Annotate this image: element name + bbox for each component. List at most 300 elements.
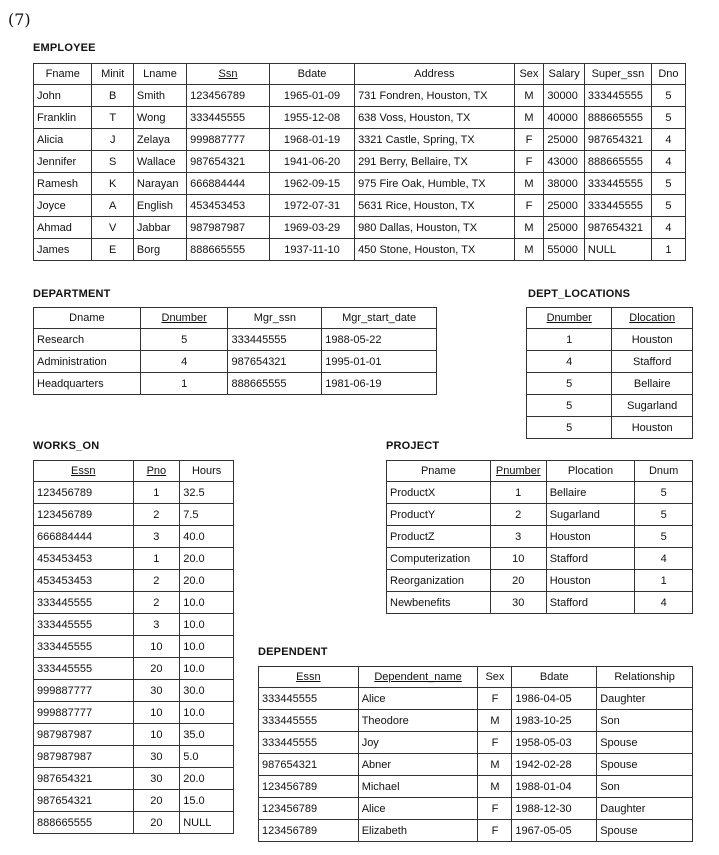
works-on-column-header: Hours xyxy=(180,461,234,482)
employee-cell: 1962-09-15 xyxy=(270,173,355,195)
dependent-cell: Alice xyxy=(358,798,478,820)
employee-cell: M xyxy=(514,217,544,239)
project-cell: Stafford xyxy=(546,592,635,614)
employee-cell: James xyxy=(34,239,92,261)
dependent-cell: Son xyxy=(597,776,693,798)
department-cell: 4 xyxy=(140,351,228,373)
employee-cell: 1969-03-29 xyxy=(270,217,355,239)
dept-locations-cell: Stafford xyxy=(612,351,693,373)
works-on-cell: 30 xyxy=(133,746,180,768)
table-row xyxy=(527,395,693,417)
department-cell: 1981-06-19 xyxy=(322,373,437,395)
dept-locations-cell: 5 xyxy=(527,417,612,439)
works-on-cell: 20 xyxy=(133,658,180,680)
employee-cell: Smith xyxy=(133,85,186,107)
table-row xyxy=(34,658,234,680)
employee-cell: 25000 xyxy=(544,217,585,239)
dependent-column-header: Relationship xyxy=(597,667,693,688)
department-column-header: Dname xyxy=(34,308,141,329)
employee-column-header: Fname xyxy=(34,64,92,85)
employee-cell: 5 xyxy=(651,107,685,129)
department-header-row xyxy=(34,308,437,329)
project-title: PROJECT xyxy=(386,440,440,452)
table-row xyxy=(34,702,234,724)
works-on-cell: 10.0 xyxy=(180,658,234,680)
table-row xyxy=(387,570,693,592)
table-row xyxy=(259,798,693,820)
dept-locations-cell: Bellaire xyxy=(612,373,693,395)
project-cell: Houston xyxy=(546,570,635,592)
works-on-cell: 30 xyxy=(133,680,180,702)
employee-cell: NULL xyxy=(584,239,651,261)
employee-cell: 25000 xyxy=(544,195,585,217)
employee-cell: English xyxy=(133,195,186,217)
dependent-cell: 123456789 xyxy=(259,820,359,842)
project-cell: 5 xyxy=(635,504,693,526)
works-on-cell: 2 xyxy=(133,504,180,526)
table-row xyxy=(34,351,437,373)
employee-cell: 1972-07-31 xyxy=(270,195,355,217)
employee-column-header: Bdate xyxy=(270,64,355,85)
works-on-cell: 10.0 xyxy=(180,702,234,724)
dependent-cell: F xyxy=(478,798,512,820)
employee-cell: 888665555 xyxy=(187,239,270,261)
employee-cell: F xyxy=(514,151,544,173)
employee-cell: 5 xyxy=(651,195,685,217)
table-row xyxy=(387,526,693,548)
employee-cell: 40000 xyxy=(544,107,585,129)
employee-column-header: Salary xyxy=(544,64,585,85)
figure-label: (7) xyxy=(8,10,31,29)
employee-cell: F xyxy=(514,129,544,151)
works-on-cell: 453453453 xyxy=(34,548,134,570)
dependent-cell: M xyxy=(478,754,512,776)
department-cell: 1995-01-01 xyxy=(322,351,437,373)
employee-cell: Franklin xyxy=(34,107,92,129)
department-cell: Administration xyxy=(34,351,141,373)
works-on-cell: 10.0 xyxy=(180,636,234,658)
employee-cell: 4 xyxy=(651,217,685,239)
table-row xyxy=(34,768,234,790)
works-on-cell: NULL xyxy=(180,812,234,834)
employee-cell: Wallace xyxy=(133,151,186,173)
works-on-cell: 987654321 xyxy=(34,768,134,790)
employee-cell: 5631 Rice, Houston, TX xyxy=(355,195,514,217)
dependent-cell: 987654321 xyxy=(259,754,359,776)
dependent-cell: 1983-10-25 xyxy=(512,710,597,732)
project-header-row xyxy=(387,461,693,482)
dependent-column-header: Essn xyxy=(259,667,359,688)
works-on-cell: 2 xyxy=(133,570,180,592)
employee-cell: Borg xyxy=(133,239,186,261)
dept-locations-cell: 5 xyxy=(527,395,612,417)
employee-cell: 1955-12-08 xyxy=(270,107,355,129)
table-row xyxy=(259,776,693,798)
employee-cell: E xyxy=(92,239,133,261)
employee-cell: 123456789 xyxy=(187,85,270,107)
project-cell: ProductZ xyxy=(387,526,491,548)
dependent-table xyxy=(258,666,693,842)
project-cell: ProductX xyxy=(387,482,491,504)
employee-cell: 5 xyxy=(651,173,685,195)
works-on-cell: 123456789 xyxy=(34,482,134,504)
dept-locations-cell: 5 xyxy=(527,373,612,395)
employee-cell: 333445555 xyxy=(584,195,651,217)
works-on-cell: 10 xyxy=(133,636,180,658)
table-row xyxy=(34,636,234,658)
works-on-cell: 10.0 xyxy=(180,592,234,614)
dept-locations-column-header: Dnumber xyxy=(527,308,612,329)
employee-column-header: Ssn xyxy=(187,64,270,85)
works-on-cell: 10 xyxy=(133,724,180,746)
employee-cell: Joyce xyxy=(34,195,92,217)
table-row xyxy=(34,129,686,151)
project-cell: 1 xyxy=(490,482,546,504)
department-column-header: Mgr_ssn xyxy=(228,308,322,329)
table-row xyxy=(34,217,686,239)
dependent-cell: Michael xyxy=(358,776,478,798)
employee-cell: B xyxy=(92,85,133,107)
department-cell: 1988-05-22 xyxy=(322,329,437,351)
employee-table xyxy=(33,63,686,261)
project-cell: 4 xyxy=(635,592,693,614)
employee-column-header: Address xyxy=(355,64,514,85)
works-on-cell: 3 xyxy=(133,614,180,636)
dependent-cell: Theodore xyxy=(358,710,478,732)
employee-cell: F xyxy=(514,195,544,217)
project-column-header: Pname xyxy=(387,461,491,482)
works-on-cell: 987654321 xyxy=(34,790,134,812)
dependent-cell: Spouse xyxy=(597,732,693,754)
dependent-cell: Abner xyxy=(358,754,478,776)
works-on-cell: 20 xyxy=(133,790,180,812)
employee-column-header: Dno xyxy=(651,64,685,85)
table-row xyxy=(259,754,693,776)
employee-cell: 25000 xyxy=(544,129,585,151)
dept-locations-column-header: Dlocation xyxy=(612,308,693,329)
table-row xyxy=(259,710,693,732)
works-on-cell: 20.0 xyxy=(180,548,234,570)
dependent-column-header: Bdate xyxy=(512,667,597,688)
works-on-cell: 999887777 xyxy=(34,680,134,702)
table-row xyxy=(34,107,686,129)
works-on-cell: 10.0 xyxy=(180,614,234,636)
dependent-cell: Daughter xyxy=(597,688,693,710)
employee-title: EMPLOYEE xyxy=(33,42,96,54)
employee-cell: 1937-11-10 xyxy=(270,239,355,261)
table-row xyxy=(387,482,693,504)
dependent-cell: Daughter xyxy=(597,798,693,820)
department-cell: 1 xyxy=(140,373,228,395)
employee-cell: 1941-06-20 xyxy=(270,151,355,173)
works-on-column-header: Essn xyxy=(34,461,134,482)
employee-cell: 3321 Castle, Spring, TX xyxy=(355,129,514,151)
table-row xyxy=(34,526,234,548)
project-cell: 10 xyxy=(490,548,546,570)
works-on-cell: 333445555 xyxy=(34,592,134,614)
project-cell: Reorganization xyxy=(387,570,491,592)
works-on-cell: 2 xyxy=(133,592,180,614)
dept-locations-cell: Houston xyxy=(612,329,693,351)
employee-cell: J xyxy=(92,129,133,151)
project-cell: 3 xyxy=(490,526,546,548)
works-on-title: WORKS_ON xyxy=(33,440,100,452)
table-row xyxy=(34,592,234,614)
works-on-cell: 987987987 xyxy=(34,746,134,768)
works-on-column-header: Pno xyxy=(133,461,180,482)
project-cell: 30 xyxy=(490,592,546,614)
department-cell: 333445555 xyxy=(228,329,322,351)
project-cell: 20 xyxy=(490,570,546,592)
employee-cell: 30000 xyxy=(544,85,585,107)
table-row xyxy=(527,417,693,439)
employee-cell: Zelaya xyxy=(133,129,186,151)
table-row xyxy=(527,329,693,351)
dept-locations-cell: Sugarland xyxy=(612,395,693,417)
dependent-cell: 123456789 xyxy=(259,798,359,820)
employee-cell: Ramesh xyxy=(34,173,92,195)
dependent-cell: 333445555 xyxy=(259,688,359,710)
works-on-table xyxy=(33,460,234,834)
employee-cell: John xyxy=(34,85,92,107)
dependent-cell: M xyxy=(478,710,512,732)
table-row xyxy=(34,724,234,746)
dependent-cell: F xyxy=(478,732,512,754)
employee-cell: 888665555 xyxy=(584,107,651,129)
employee-column-header: Minit xyxy=(92,64,133,85)
employee-cell: V xyxy=(92,217,133,239)
employee-cell: S xyxy=(92,151,133,173)
employee-cell: 4 xyxy=(651,129,685,151)
project-cell: Newbenefits xyxy=(387,592,491,614)
employee-cell: 888665555 xyxy=(584,151,651,173)
employee-cell: 980 Dallas, Houston, TX xyxy=(355,217,514,239)
employee-cell: M xyxy=(514,85,544,107)
dependent-column-header: Dependent_name xyxy=(358,667,478,688)
works-on-cell: 10 xyxy=(133,702,180,724)
table-row xyxy=(259,820,693,842)
employee-cell: 1965-01-09 xyxy=(270,85,355,107)
table-row xyxy=(34,195,686,217)
project-cell: Stafford xyxy=(546,548,635,570)
project-column-header: Pnumber xyxy=(490,461,546,482)
employee-cell: 333445555 xyxy=(187,107,270,129)
employee-column-header: Sex xyxy=(514,64,544,85)
employee-cell: Ahmad xyxy=(34,217,92,239)
works-on-cell: 999887777 xyxy=(34,702,134,724)
department-cell: Research xyxy=(34,329,141,351)
project-cell: 5 xyxy=(635,482,693,504)
department-cell: 888665555 xyxy=(228,373,322,395)
department-title: DEPARTMENT xyxy=(33,288,111,300)
table-row xyxy=(527,373,693,395)
dependent-cell: Spouse xyxy=(597,820,693,842)
dependent-cell: 123456789 xyxy=(259,776,359,798)
employee-cell: 731 Fondren, Houston, TX xyxy=(355,85,514,107)
employee-cell: A xyxy=(92,195,133,217)
works-on-cell: 453453453 xyxy=(34,570,134,592)
works-on-cell: 333445555 xyxy=(34,658,134,680)
works-on-cell: 888665555 xyxy=(34,812,134,834)
dependent-column-header: Sex xyxy=(478,667,512,688)
works-on-cell: 30 xyxy=(133,768,180,790)
works-on-cell: 987987987 xyxy=(34,724,134,746)
dependent-cell: 1988-12-30 xyxy=(512,798,597,820)
works-on-cell: 3 xyxy=(133,526,180,548)
employee-cell: Jabbar xyxy=(133,217,186,239)
employee-cell: 1968-01-19 xyxy=(270,129,355,151)
dependent-cell: 1967-05-05 xyxy=(512,820,597,842)
table-row xyxy=(34,151,686,173)
works-on-cell: 20.0 xyxy=(180,570,234,592)
department-column-header: Dnumber xyxy=(140,308,228,329)
employee-cell: 987987987 xyxy=(187,217,270,239)
employee-cell: Narayan xyxy=(133,173,186,195)
employee-cell: 333445555 xyxy=(584,173,651,195)
table-row xyxy=(387,504,693,526)
employee-cell: T xyxy=(92,107,133,129)
project-cell: ProductY xyxy=(387,504,491,526)
table-row xyxy=(34,614,234,636)
department-cell: 987654321 xyxy=(228,351,322,373)
dept-locations-header-row xyxy=(527,308,693,329)
dependent-cell: F xyxy=(478,820,512,842)
works-on-cell: 40.0 xyxy=(180,526,234,548)
works-on-cell: 1 xyxy=(133,482,180,504)
works-on-cell: 20 xyxy=(133,812,180,834)
dependent-cell: Elizabeth xyxy=(358,820,478,842)
project-cell: Sugarland xyxy=(546,504,635,526)
dept-locations-title: DEPT_LOCATIONS xyxy=(528,288,631,300)
table-row xyxy=(34,239,686,261)
dependent-header-row xyxy=(259,667,693,688)
works-on-cell: 35.0 xyxy=(180,724,234,746)
employee-cell: 987654321 xyxy=(187,151,270,173)
department-table xyxy=(33,307,437,395)
employee-cell: 291 Berry, Bellaire, TX xyxy=(355,151,514,173)
table-row xyxy=(387,592,693,614)
works-on-cell: 5.0 xyxy=(180,746,234,768)
employee-cell: K xyxy=(92,173,133,195)
table-row xyxy=(387,548,693,570)
project-cell: Houston xyxy=(546,526,635,548)
department-cell: Headquarters xyxy=(34,373,141,395)
dept-locations-cell: 4 xyxy=(527,351,612,373)
table-row xyxy=(34,173,686,195)
works-on-cell: 15.0 xyxy=(180,790,234,812)
table-row xyxy=(34,329,437,351)
employee-cell: 638 Voss, Houston, TX xyxy=(355,107,514,129)
employee-cell: Alicia xyxy=(34,129,92,151)
works-on-cell: 333445555 xyxy=(34,614,134,636)
works-on-header-row xyxy=(34,461,234,482)
employee-cell: M xyxy=(514,173,544,195)
employee-cell: 987654321 xyxy=(584,129,651,151)
employee-cell: 5 xyxy=(651,85,685,107)
project-column-header: Plocation xyxy=(546,461,635,482)
project-cell: Bellaire xyxy=(546,482,635,504)
table-row xyxy=(34,812,234,834)
department-column-header: Mgr_start_date xyxy=(322,308,437,329)
dependent-cell: Alice xyxy=(358,688,478,710)
employee-cell: 4 xyxy=(651,151,685,173)
works-on-cell: 30.0 xyxy=(180,680,234,702)
project-cell: 1 xyxy=(635,570,693,592)
employee-cell: 43000 xyxy=(544,151,585,173)
dependent-cell: 1986-04-05 xyxy=(512,688,597,710)
dependent-cell: 333445555 xyxy=(259,732,359,754)
employee-cell: Wong xyxy=(133,107,186,129)
table-row xyxy=(34,482,234,504)
employee-header-row xyxy=(34,64,686,85)
table-row xyxy=(34,680,234,702)
employee-cell: Jennifer xyxy=(34,151,92,173)
dependent-cell: Joy xyxy=(358,732,478,754)
table-row xyxy=(34,548,234,570)
dependent-cell: Son xyxy=(597,710,693,732)
table-row xyxy=(34,570,234,592)
employee-cell: 38000 xyxy=(544,173,585,195)
dept-locations-table xyxy=(526,307,693,439)
employee-cell: 450 Stone, Houston, TX xyxy=(355,239,514,261)
project-column-header: Dnum xyxy=(635,461,693,482)
table-row xyxy=(34,504,234,526)
employee-cell: 453453453 xyxy=(187,195,270,217)
employee-cell: 55000 xyxy=(544,239,585,261)
project-table xyxy=(386,460,693,614)
works-on-cell: 7.5 xyxy=(180,504,234,526)
works-on-cell: 123456789 xyxy=(34,504,134,526)
dependent-cell: 1988-01-04 xyxy=(512,776,597,798)
employee-column-header: Lname xyxy=(133,64,186,85)
dependent-cell: F xyxy=(478,688,512,710)
dependent-title: DEPENDENT xyxy=(258,646,328,658)
table-row xyxy=(34,373,437,395)
table-row xyxy=(259,688,693,710)
dept-locations-cell: Houston xyxy=(612,417,693,439)
table-row xyxy=(34,85,686,107)
works-on-cell: 1 xyxy=(133,548,180,570)
employee-cell: M xyxy=(514,107,544,129)
employee-cell: 999887777 xyxy=(187,129,270,151)
project-cell: 2 xyxy=(490,504,546,526)
employee-cell: 975 Fire Oak, Humble, TX xyxy=(355,173,514,195)
project-cell: 4 xyxy=(635,548,693,570)
table-row xyxy=(527,351,693,373)
table-row xyxy=(34,790,234,812)
dependent-cell: 1942-02-28 xyxy=(512,754,597,776)
works-on-cell: 20.0 xyxy=(180,768,234,790)
works-on-cell: 666884444 xyxy=(34,526,134,548)
employee-cell: 666884444 xyxy=(187,173,270,195)
employee-cell: 1 xyxy=(651,239,685,261)
employee-cell: 987654321 xyxy=(584,217,651,239)
works-on-cell: 333445555 xyxy=(34,636,134,658)
dependent-cell: Spouse xyxy=(597,754,693,776)
dependent-cell: 333445555 xyxy=(259,710,359,732)
employee-cell: 333445555 xyxy=(584,85,651,107)
employee-cell: M xyxy=(514,239,544,261)
dependent-cell: M xyxy=(478,776,512,798)
table-row xyxy=(34,746,234,768)
project-cell: 5 xyxy=(635,526,693,548)
department-cell: 5 xyxy=(140,329,228,351)
project-cell: Computerization xyxy=(387,548,491,570)
dept-locations-cell: 1 xyxy=(527,329,612,351)
employee-column-header: Super_ssn xyxy=(584,64,651,85)
works-on-cell: 32.5 xyxy=(180,482,234,504)
dependent-cell: 1958-05-03 xyxy=(512,732,597,754)
